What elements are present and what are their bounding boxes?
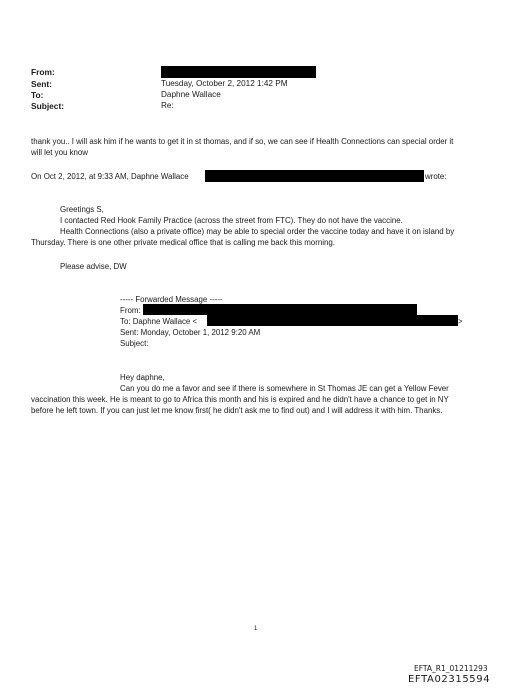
quote-intro: On Oct 2, 2012, at 9:33 AM, Daphne Wallace <box>31 172 189 181</box>
msg-line-1: Can you do me a favor and see if there is somewhere in St Thomas JE can get a Yellow Fever <box>120 384 449 393</box>
redaction-quote-email <box>205 170 424 182</box>
quote-para-2b: Thursday. There is one other private medical office that is calling me back this morning. <box>31 238 335 247</box>
quote-para-1: I contacted Red Hook Family Practice (across the street from FTC). They do not have the vaccine. <box>60 216 403 225</box>
to-label: To: <box>31 90 44 100</box>
to-value: Daphne Wallace <box>161 90 221 99</box>
fwd-sent-line: Sent: Monday, October 1, 2012 9:20 AM <box>120 328 261 337</box>
footer-code-2: EFTA02315594 <box>408 674 491 685</box>
from-label: From: <box>31 67 55 77</box>
fwd-from-label: From: <box>120 306 141 315</box>
fwd-to-line: To: Daphne Wallace < <box>120 317 198 326</box>
subject-label: Subject: <box>31 101 65 111</box>
sent-value: Tuesday, October 2, 2012 1:42 PM <box>161 79 288 88</box>
quote-greeting: Greetings S, <box>60 205 104 214</box>
footer-code-1: EFTA_R1_01211293 <box>414 664 488 673</box>
msg-line-2: vaccination this week. He is meant to go to Africa this month and his is expired and he didn't have a chance to get in NY <box>31 395 449 404</box>
subject-value: Re: <box>161 101 174 110</box>
quote-intro-end: wrote: <box>425 172 447 181</box>
sent-label: Sent: <box>31 79 52 89</box>
quote-para-2a: Health Connections (also a private office) may be able to special order the vaccine today and have it on island by <box>60 227 455 236</box>
redaction-fwd-from <box>143 304 417 315</box>
forwarded-banner: ----- Forwarded Message ----- <box>120 295 223 304</box>
page-number: 1 <box>254 626 258 632</box>
fwd-to-end: > <box>458 317 463 326</box>
msg-line-3: before he left town. If you can just let me know first( he didn't ask me to find out) and I will address it with him. Thanks. <box>31 406 443 415</box>
redaction-fwd-to <box>207 315 458 326</box>
msg-greeting: Hey daphne, <box>120 373 165 382</box>
fwd-subject-label: Subject: <box>120 339 149 348</box>
quote-signoff: Please advise, DW <box>60 262 127 271</box>
reply-line-1: thank you.. I will ask him if he wants to get it in st thomas, and if so, we can see if Health Connections can special order it <box>31 137 454 146</box>
reply-line-2: will let you know <box>31 148 89 157</box>
redaction-from <box>161 66 316 78</box>
